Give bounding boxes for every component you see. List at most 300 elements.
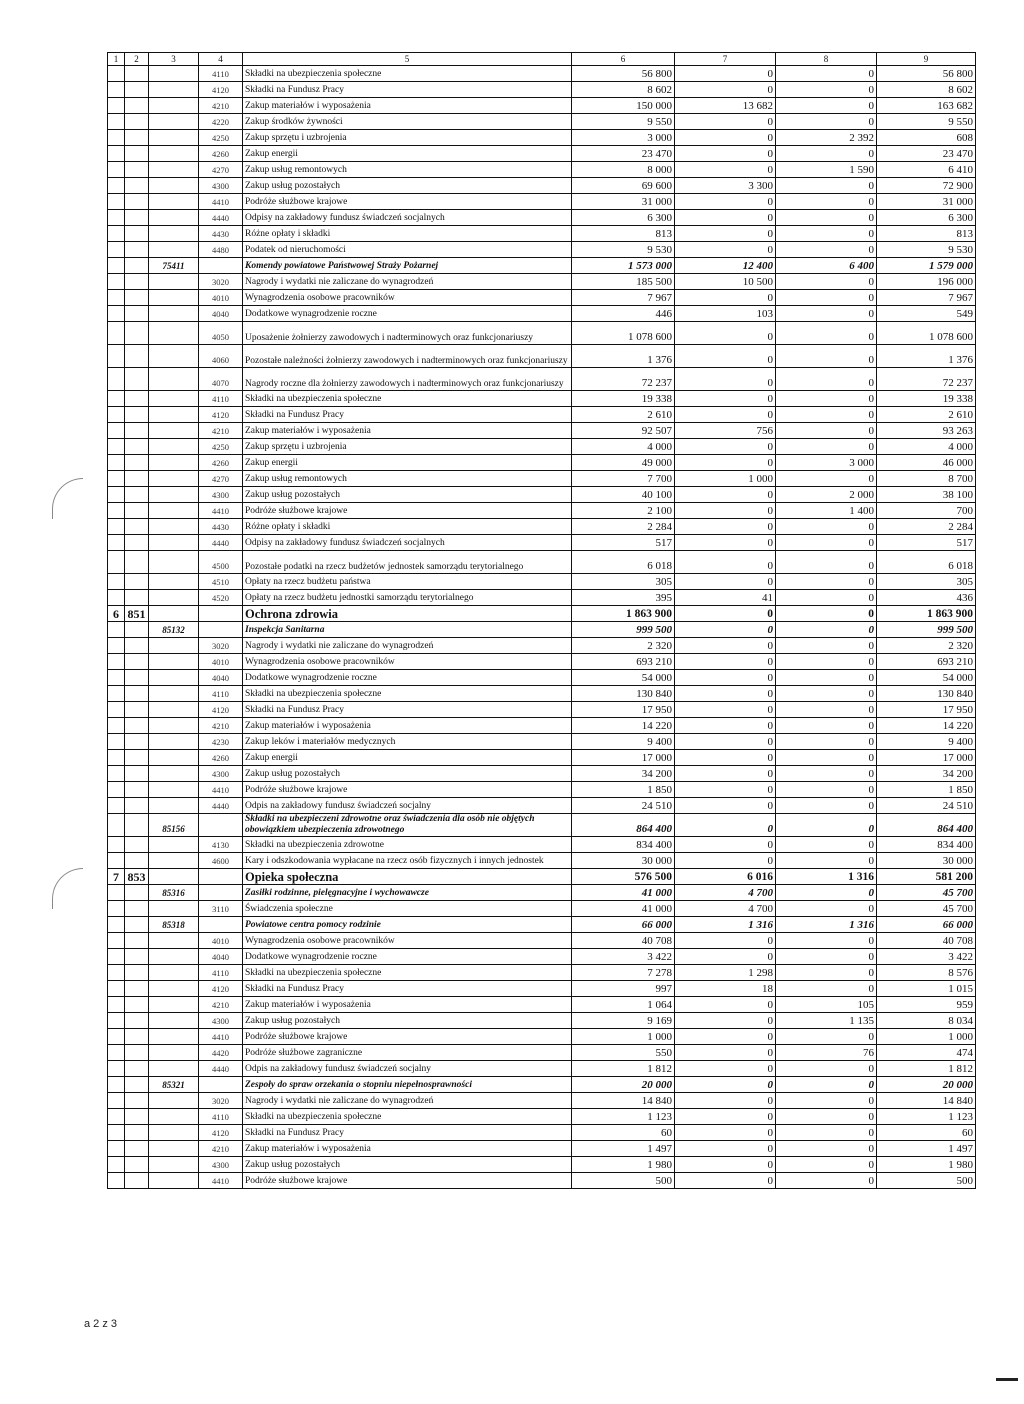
decrease-cell: 0	[776, 590, 877, 606]
plan-cell: 17 950	[572, 702, 675, 718]
rozdzial-code-cell	[149, 654, 199, 670]
paragraph-code-cell: 4220	[199, 114, 243, 130]
rozdzial-code-cell	[149, 146, 199, 162]
increase-cell: 0	[675, 226, 776, 242]
name-cell: Nagrody i wydatki nie zaliczane do wynagrodzeń	[243, 1093, 572, 1109]
rozdzial-code-cell	[149, 368, 199, 391]
dzial-cell	[108, 734, 125, 750]
rozdzial-code-cell	[149, 750, 199, 766]
after-change-cell: 1 850	[877, 782, 976, 798]
after-change-cell: 1 015	[877, 981, 976, 997]
dzial-cell	[108, 1093, 125, 1109]
paragraph-row	[108, 1157, 976, 1173]
dzial-cell	[108, 258, 125, 274]
decrease-cell: 0	[776, 439, 877, 455]
paragraph-code-cell: 4250	[199, 439, 243, 455]
dzial-cell	[108, 178, 125, 194]
dzial-cell	[108, 798, 125, 814]
after-change-cell: 1 980	[877, 1157, 976, 1173]
name-cell: Podróże służbowe krajowe	[243, 194, 572, 210]
paragraph-row	[108, 654, 976, 670]
rozdzial-cell	[125, 885, 149, 901]
name-cell: Składki na Fundusz Pracy	[243, 702, 572, 718]
dzial-cell	[108, 670, 125, 686]
rozdzial-cell	[125, 814, 149, 837]
paragraph-code-cell: 4300	[199, 487, 243, 503]
decrease-cell: 0	[776, 306, 877, 322]
name-cell: Składki na Fundusz Pracy	[243, 82, 572, 98]
header-col-2: 2	[125, 53, 149, 66]
decrease-cell: 0	[776, 981, 877, 997]
decrease-cell: 0	[776, 226, 877, 242]
dzial-cell: 7	[108, 869, 125, 885]
dzial-cell	[108, 1013, 125, 1029]
paragraph-code-cell: 4010	[199, 933, 243, 949]
paragraph-code-cell: 4120	[199, 702, 243, 718]
after-change-cell: 30 000	[877, 853, 976, 869]
name-cell: Kary i odszkodowania wypłacane na rzecz osób fizycznych i innych jednostek	[243, 853, 572, 869]
name-cell: Dodatkowe wynagrodzenie roczne	[243, 306, 572, 322]
increase-cell: 0	[675, 82, 776, 98]
name-cell: Zakup usług pozostałych	[243, 1157, 572, 1173]
plan-cell: 446	[572, 306, 675, 322]
name-cell: Komendy powiatowe Państwowej Straży Pożarnej	[243, 258, 572, 274]
dzial-cell	[108, 368, 125, 391]
rozdzial-cell	[125, 997, 149, 1013]
paragraph-row	[108, 750, 976, 766]
rozdzial-cell	[125, 638, 149, 654]
name-cell: Zakup usług pozostałych	[243, 766, 572, 782]
after-change-cell: 693 210	[877, 654, 976, 670]
dzial-cell	[108, 82, 125, 98]
name-cell: Składki na ubezpieczenia społeczne	[243, 66, 572, 82]
rozdzial-code-cell	[149, 407, 199, 423]
rozdzial-cell	[125, 1045, 149, 1061]
paragraph-code-cell: 4010	[199, 654, 243, 670]
plan-cell: 6 300	[572, 210, 675, 226]
rozdzial-cell	[125, 258, 149, 274]
name-cell: Podróże służbowe zagraniczne	[243, 1045, 572, 1061]
after-change-cell: 46 000	[877, 455, 976, 471]
name-cell: Inspekcja Sanitarna	[243, 622, 572, 638]
paragraph-code-cell: 4110	[199, 1109, 243, 1125]
paragraph-row	[108, 178, 976, 194]
rozdzial-code-cell	[149, 853, 199, 869]
decrease-cell: 0	[776, 242, 877, 258]
name-cell: Opieka społeczna	[243, 869, 572, 885]
plan-cell: 7 700	[572, 471, 675, 487]
increase-cell: 4 700	[675, 901, 776, 917]
increase-cell: 0	[675, 407, 776, 423]
rozdzial-code-cell	[149, 242, 199, 258]
dzial-row	[108, 606, 976, 622]
increase-cell: 0	[675, 1109, 776, 1125]
dzial-cell	[108, 718, 125, 734]
rozdzial-code-cell	[149, 274, 199, 290]
increase-cell: 0	[675, 1173, 776, 1189]
paragraph-row	[108, 798, 976, 814]
after-change-cell: 60	[877, 1125, 976, 1141]
decrease-cell: 0	[776, 1173, 877, 1189]
decrease-cell: 0	[776, 782, 877, 798]
after-change-cell: 813	[877, 226, 976, 242]
plan-cell: 517	[572, 535, 675, 551]
increase-cell: 0	[675, 1029, 776, 1045]
rozdzial-code-cell: 85132	[149, 622, 199, 638]
name-cell: Składki na ubezpieczenia zdrowotne	[243, 837, 572, 853]
after-change-cell: 517	[877, 535, 976, 551]
decrease-cell: 0	[776, 423, 877, 439]
plan-cell: 3 422	[572, 949, 675, 965]
increase-cell: 0	[675, 66, 776, 82]
increase-cell: 1 316	[675, 917, 776, 933]
name-cell: Powiatowe centra pomocy rodzinie	[243, 917, 572, 933]
plan-cell: 150 000	[572, 98, 675, 114]
rozdzial-code-cell	[149, 981, 199, 997]
dzial-cell	[108, 345, 125, 368]
paragraph-code-cell: 4230	[199, 734, 243, 750]
paragraph-code-cell: 4270	[199, 471, 243, 487]
name-cell: Składki na ubezpieczeni zdrowotne oraz świadczenia dla osób nie objętych obowiązkiem ubezpieczenia zdrowotnego	[243, 814, 572, 837]
paragraph-code-cell: 3020	[199, 638, 243, 654]
paragraph-row	[108, 1061, 976, 1077]
name-cell: Składki na ubezpieczenia społeczne	[243, 391, 572, 407]
name-cell: Świadczenia społeczne	[243, 901, 572, 917]
rozdzial-code-cell	[149, 162, 199, 178]
name-cell: Zakup energii	[243, 455, 572, 471]
increase-cell: 13 682	[675, 98, 776, 114]
paragraph-row	[108, 766, 976, 782]
paragraph-code-cell: 4210	[199, 98, 243, 114]
rozdzial-code-cell	[149, 114, 199, 130]
rozdzial-code-cell: 85321	[149, 1077, 199, 1093]
name-cell: Dodatkowe wynagrodzenie roczne	[243, 670, 572, 686]
decrease-cell: 0	[776, 519, 877, 535]
increase-cell: 0	[675, 1141, 776, 1157]
rozdzial-code-cell	[149, 1093, 199, 1109]
plan-cell: 1 573 000	[572, 258, 675, 274]
after-change-cell: 1 863 900	[877, 606, 976, 622]
paragraph-row	[108, 407, 976, 423]
plan-cell: 1 078 600	[572, 322, 675, 345]
decrease-cell: 0	[776, 750, 877, 766]
dzial-cell	[108, 1077, 125, 1093]
decrease-cell: 76	[776, 1045, 877, 1061]
dzial-cell	[108, 551, 125, 574]
paragraph-row	[108, 242, 976, 258]
paragraph-code-cell	[199, 814, 243, 837]
name-cell: Zakup materiałów i wyposażenia	[243, 718, 572, 734]
paragraph-row	[108, 1093, 976, 1109]
rozdzial-code-cell	[149, 798, 199, 814]
decrease-cell: 0	[776, 965, 877, 981]
plan-cell: 1 850	[572, 782, 675, 798]
plan-cell: 31 000	[572, 194, 675, 210]
after-change-cell: 4 000	[877, 439, 976, 455]
decrease-cell: 0	[776, 146, 877, 162]
rozdzial-code-cell	[149, 471, 199, 487]
rozdzial-row	[108, 1077, 976, 1093]
paragraph-code-cell: 4110	[199, 686, 243, 702]
rozdzial-cell	[125, 718, 149, 734]
plan-cell: 40 708	[572, 933, 675, 949]
plan-cell: 813	[572, 226, 675, 242]
increase-cell: 0	[675, 1061, 776, 1077]
rozdzial-row	[108, 258, 976, 274]
plan-cell: 997	[572, 981, 675, 997]
after-change-cell: 2 284	[877, 519, 976, 535]
plan-cell: 1 497	[572, 1141, 675, 1157]
decrease-cell: 0	[776, 933, 877, 949]
rozdzial-cell	[125, 274, 149, 290]
paragraph-code-cell: 4500	[199, 551, 243, 574]
increase-cell: 0	[675, 535, 776, 551]
paragraph-code-cell: 4410	[199, 1173, 243, 1189]
plan-cell: 54 000	[572, 670, 675, 686]
increase-cell: 18	[675, 981, 776, 997]
plan-cell: 2 100	[572, 503, 675, 519]
after-change-cell: 40 708	[877, 933, 976, 949]
rozdzial-cell	[125, 98, 149, 114]
rozdzial-row	[108, 885, 976, 901]
paragraph-code-cell: 4110	[199, 391, 243, 407]
name-cell: Zakup usług pozostałych	[243, 178, 572, 194]
after-change-cell: 6 300	[877, 210, 976, 226]
dzial-cell	[108, 146, 125, 162]
paragraph-row	[108, 981, 976, 997]
rozdzial-cell	[125, 242, 149, 258]
paragraph-row	[108, 997, 976, 1013]
header-col-1: 1	[108, 53, 125, 66]
rozdzial-code-cell	[149, 455, 199, 471]
name-cell: Składki na ubezpieczenia społeczne	[243, 1109, 572, 1125]
paragraph-code-cell: 4120	[199, 407, 243, 423]
after-change-cell: 1 078 600	[877, 322, 976, 345]
rozdzial-cell	[125, 345, 149, 368]
paragraph-row	[108, 1029, 976, 1045]
paragraph-row	[108, 290, 976, 306]
name-cell: Zakup leków i materiałów medycznych	[243, 734, 572, 750]
paragraph-row	[108, 901, 976, 917]
dzial-cell	[108, 590, 125, 606]
paragraph-code-cell: 4430	[199, 519, 243, 535]
after-change-cell: 31 000	[877, 194, 976, 210]
name-cell: Zasiłki rodzinne, pielęgnacyjne i wychowawcze	[243, 885, 572, 901]
decrease-cell: 3 000	[776, 455, 877, 471]
dzial-cell	[108, 1045, 125, 1061]
paragraph-code-cell	[199, 885, 243, 901]
rozdzial-row	[108, 622, 976, 638]
increase-cell: 0	[675, 798, 776, 814]
paragraph-code-cell: 4440	[199, 1061, 243, 1077]
paragraph-row	[108, 734, 976, 750]
paragraph-code-cell: 4420	[199, 1045, 243, 1061]
after-change-cell: 474	[877, 1045, 976, 1061]
paragraph-row	[108, 1125, 976, 1141]
rozdzial-cell	[125, 146, 149, 162]
after-change-cell: 17 000	[877, 750, 976, 766]
paragraph-row	[108, 130, 976, 146]
paragraph-code-cell	[199, 622, 243, 638]
plan-cell: 30 000	[572, 853, 675, 869]
after-change-cell: 700	[877, 503, 976, 519]
after-change-cell: 66 000	[877, 917, 976, 933]
rozdzial-code-cell	[149, 1125, 199, 1141]
paragraph-row	[108, 423, 976, 439]
decrease-cell: 0	[776, 885, 877, 901]
rozdzial-cell	[125, 1093, 149, 1109]
paragraph-row	[108, 82, 976, 98]
paragraph-code-cell: 4510	[199, 574, 243, 590]
name-cell: Nagrody i wydatki nie zaliczane do wynagrodzeń	[243, 638, 572, 654]
decrease-cell: 0	[776, 407, 877, 423]
decrease-cell: 0	[776, 274, 877, 290]
plan-cell: 56 800	[572, 66, 675, 82]
increase-cell: 0	[675, 162, 776, 178]
decrease-cell: 1 590	[776, 162, 877, 178]
rozdzial-cell	[125, 471, 149, 487]
after-change-cell: 549	[877, 306, 976, 322]
rozdzial-cell	[125, 622, 149, 638]
budget-table	[107, 52, 976, 1189]
name-cell: Zakup sprzętu i uzbrojenia	[243, 439, 572, 455]
name-cell: Wynagrodzenia osobowe pracowników	[243, 654, 572, 670]
increase-cell: 0	[675, 766, 776, 782]
rozdzial-cell	[125, 82, 149, 98]
increase-cell: 0	[675, 210, 776, 226]
rozdzial-code-cell	[149, 194, 199, 210]
decrease-cell: 1 316	[776, 917, 877, 933]
dzial-cell	[108, 519, 125, 535]
dzial-cell	[108, 782, 125, 798]
after-change-cell: 2 610	[877, 407, 976, 423]
name-cell: Zakup materiałów i wyposażenia	[243, 997, 572, 1013]
name-cell: Zakup energii	[243, 146, 572, 162]
after-change-cell: 1 497	[877, 1141, 976, 1157]
rozdzial-cell	[125, 853, 149, 869]
paragraph-code-cell: 4120	[199, 82, 243, 98]
name-cell: Składki na Fundusz Pracy	[243, 1125, 572, 1141]
paragraph-row	[108, 965, 976, 981]
dzial-cell	[108, 997, 125, 1013]
decrease-cell: 2 000	[776, 487, 877, 503]
dzial-cell	[108, 1029, 125, 1045]
after-change-cell: 54 000	[877, 670, 976, 686]
rozdzial-code-cell	[149, 82, 199, 98]
dzial-cell	[108, 503, 125, 519]
plan-cell: 7 278	[572, 965, 675, 981]
paragraph-row	[108, 638, 976, 654]
increase-cell: 0	[675, 242, 776, 258]
rozdzial-cell	[125, 455, 149, 471]
increase-cell: 10 500	[675, 274, 776, 290]
after-change-cell: 8 700	[877, 471, 976, 487]
rozdzial-code-cell	[149, 869, 199, 885]
plan-cell: 4 000	[572, 439, 675, 455]
rozdzial-cell	[125, 901, 149, 917]
name-cell: Opłaty na rzecz budżetu państwa	[243, 574, 572, 590]
increase-cell: 0	[675, 782, 776, 798]
after-change-cell: 1 812	[877, 1061, 976, 1077]
rozdzial-cell: 853	[125, 869, 149, 885]
name-cell: Zakup usług remontowych	[243, 162, 572, 178]
plan-cell: 69 600	[572, 178, 675, 194]
paragraph-code-cell	[199, 1077, 243, 1093]
decrease-cell: 0	[776, 798, 877, 814]
plan-cell: 305	[572, 574, 675, 590]
paragraph-code-cell: 4300	[199, 1013, 243, 1029]
dzial-cell	[108, 1061, 125, 1077]
increase-cell: 0	[675, 368, 776, 391]
paragraph-code-cell: 4260	[199, 455, 243, 471]
rozdzial-code-cell	[149, 345, 199, 368]
dzial-cell	[108, 965, 125, 981]
decrease-cell: 0	[776, 574, 877, 590]
increase-cell: 0	[675, 391, 776, 407]
dzial-cell	[108, 574, 125, 590]
plan-cell: 41 000	[572, 885, 675, 901]
rozdzial-code-cell	[149, 290, 199, 306]
decrease-cell: 0	[776, 178, 877, 194]
rozdzial-cell	[125, 306, 149, 322]
paragraph-code-cell: 4040	[199, 949, 243, 965]
rozdzial-cell	[125, 1109, 149, 1125]
dzial-cell	[108, 853, 125, 869]
rozdzial-code-cell	[149, 535, 199, 551]
paragraph-code-cell	[199, 917, 243, 933]
decrease-cell: 0	[776, 702, 877, 718]
rozdzial-code-cell	[149, 1173, 199, 1189]
paragraph-code-cell: 4410	[199, 503, 243, 519]
increase-cell: 0	[675, 949, 776, 965]
after-change-cell: 38 100	[877, 487, 976, 503]
paragraph-code-cell: 4070	[199, 368, 243, 391]
increase-cell: 0	[675, 814, 776, 837]
rozdzial-cell	[125, 210, 149, 226]
rozdzial-code-cell	[149, 130, 199, 146]
increase-cell: 0	[675, 606, 776, 622]
name-cell: Podatek od nieruchomości	[243, 242, 572, 258]
name-cell: Zakup środków żywności	[243, 114, 572, 130]
decrease-cell: 0	[776, 837, 877, 853]
dzial-cell	[108, 290, 125, 306]
increase-cell: 1 000	[675, 471, 776, 487]
paragraph-row	[108, 503, 976, 519]
name-cell: Odpisy na zakładowy fundusz świadczeń socjalnych	[243, 210, 572, 226]
paragraph-code-cell: 4480	[199, 242, 243, 258]
paragraph-code-cell: 4210	[199, 718, 243, 734]
after-change-cell: 9 550	[877, 114, 976, 130]
paragraph-code-cell: 4520	[199, 590, 243, 606]
name-cell: Zakup materiałów i wyposażenia	[243, 98, 572, 114]
rozdzial-code-cell	[149, 901, 199, 917]
after-change-cell: 72 900	[877, 178, 976, 194]
plan-cell: 2 320	[572, 638, 675, 654]
rozdzial-cell	[125, 439, 149, 455]
rozdzial-code-cell	[149, 226, 199, 242]
rozdzial-cell	[125, 423, 149, 439]
page-number-label: a 2 z 3	[84, 1318, 118, 1330]
plan-cell: 576 500	[572, 869, 675, 885]
paragraph-row	[108, 274, 976, 290]
dzial-cell	[108, 885, 125, 901]
after-change-cell: 3 422	[877, 949, 976, 965]
rozdzial-cell	[125, 407, 149, 423]
paragraph-row	[108, 455, 976, 471]
paragraph-row	[108, 226, 976, 242]
dzial-cell	[108, 423, 125, 439]
increase-cell: 3 300	[675, 178, 776, 194]
